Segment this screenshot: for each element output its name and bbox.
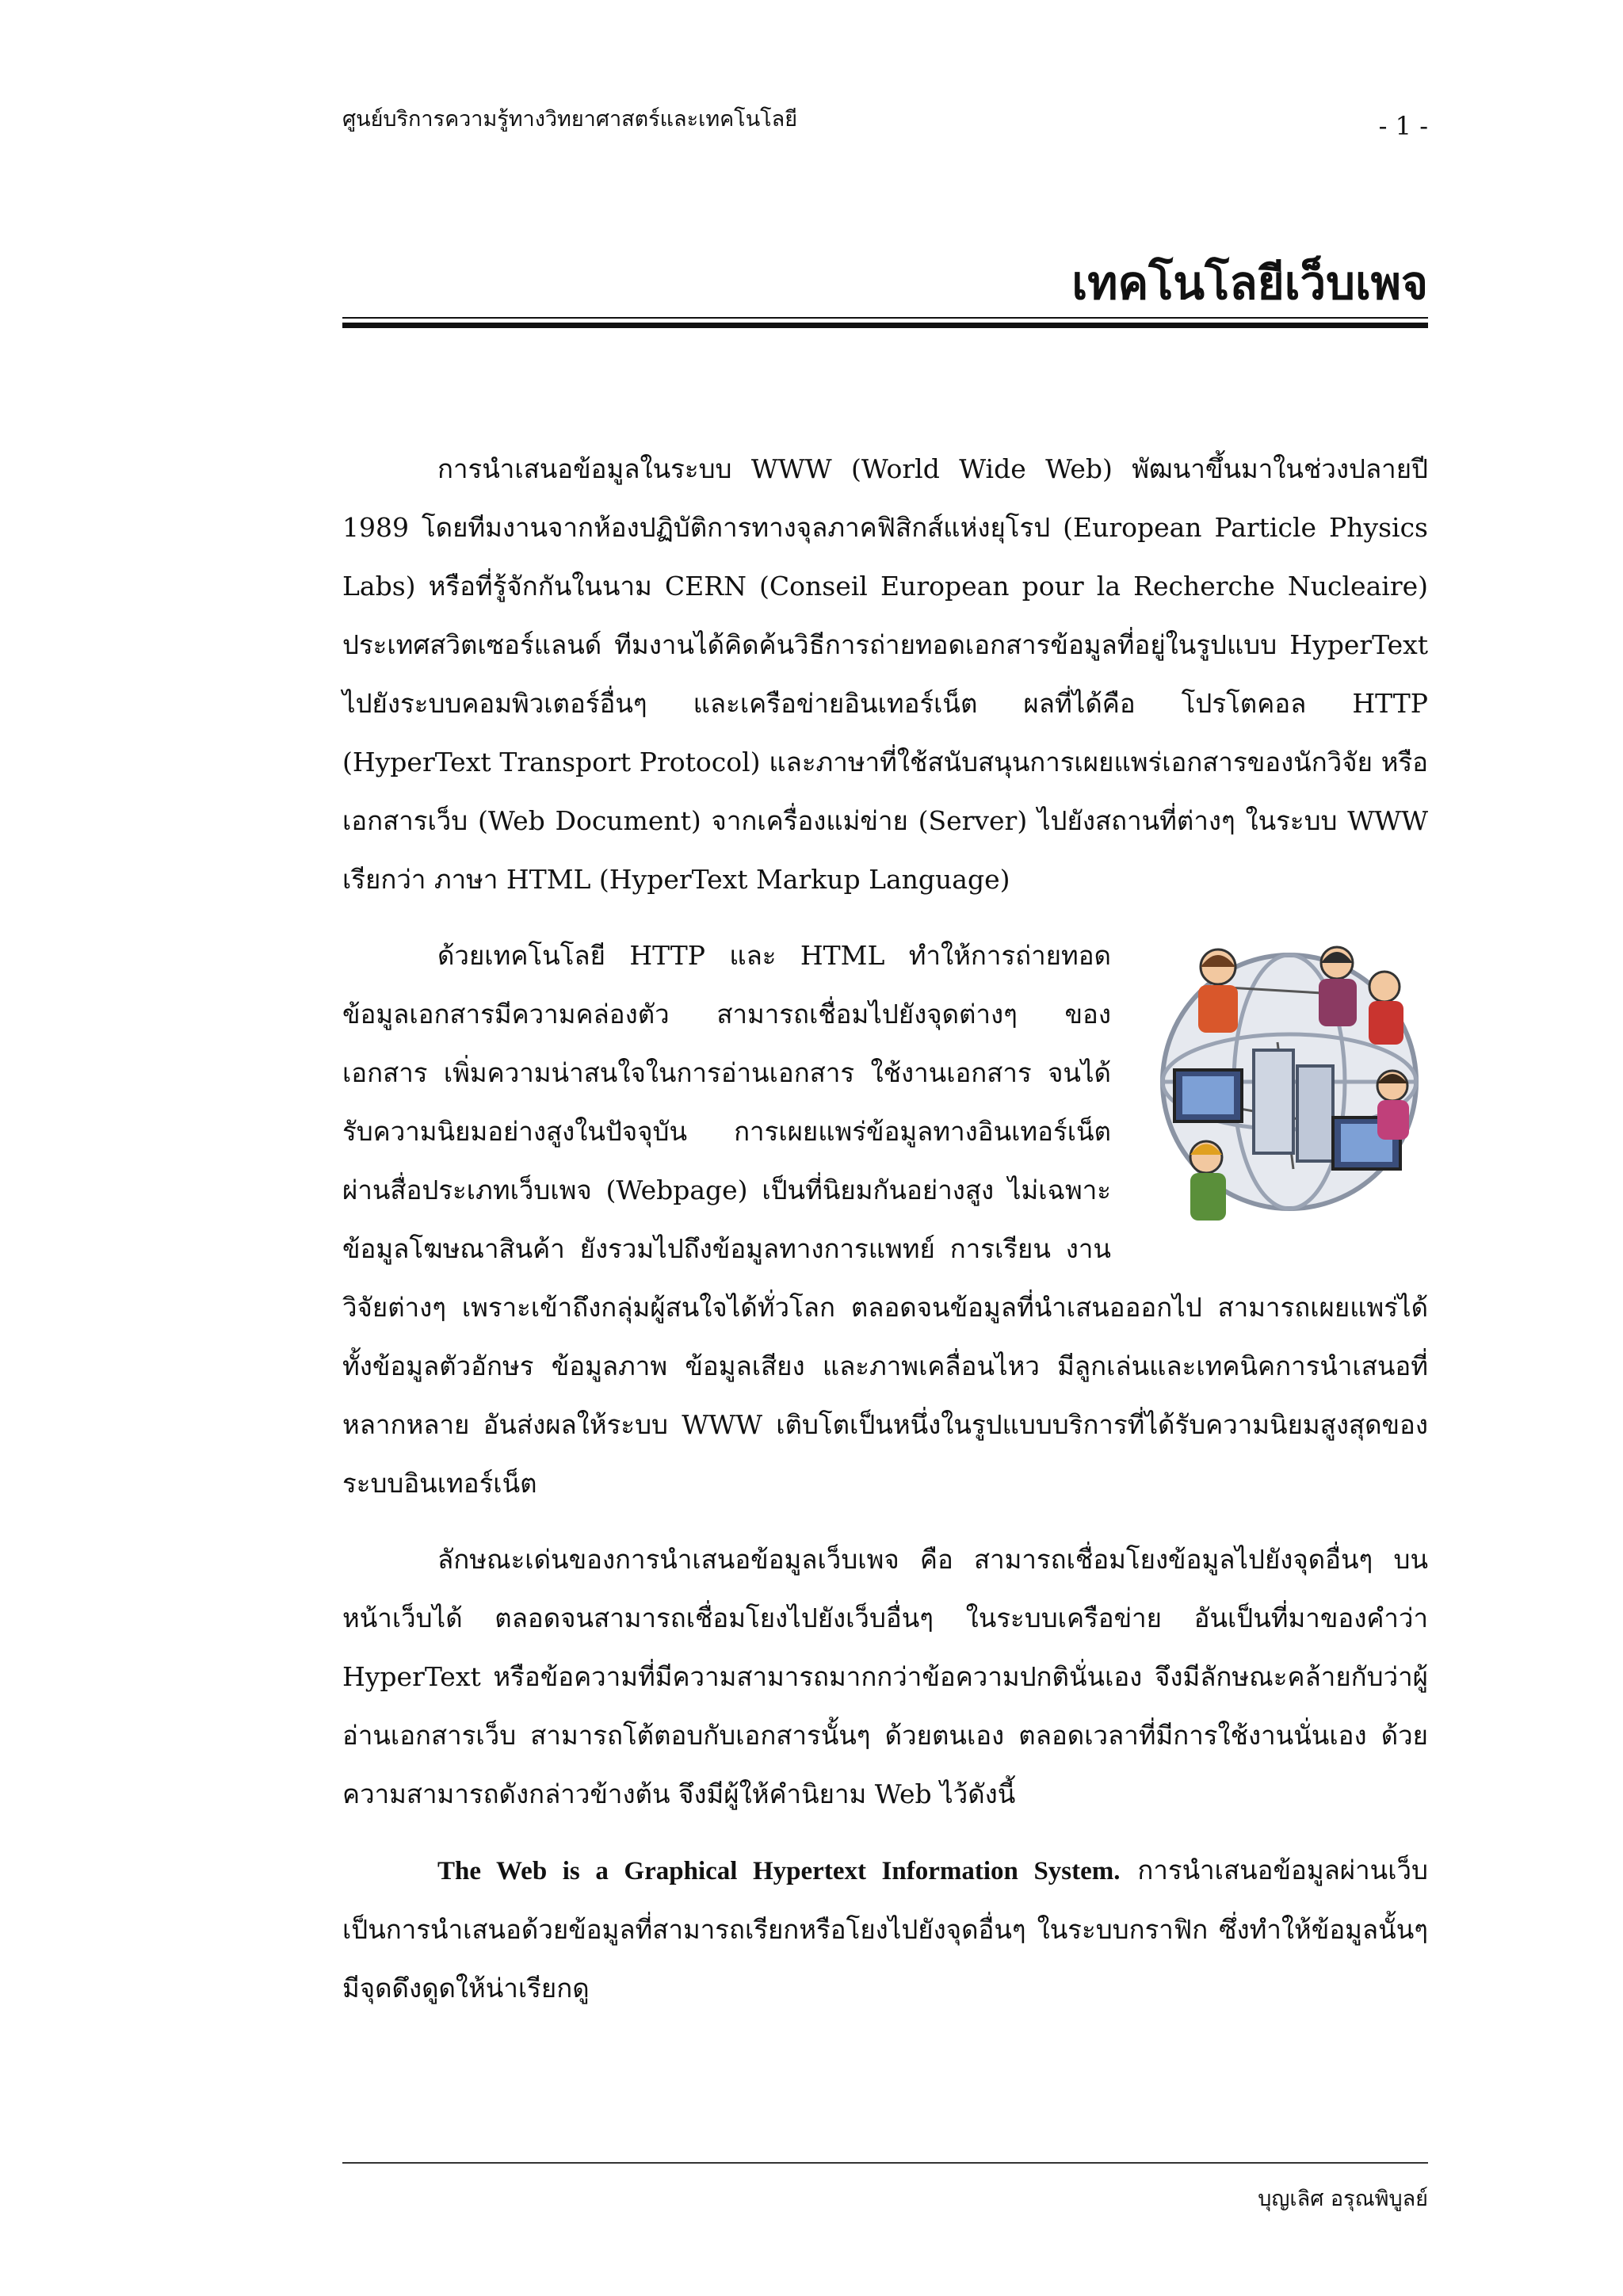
definition-lead: The Web is a Graphical Hypertext Information System. <box>437 1857 1121 1885</box>
title-rule-thin <box>342 317 1428 319</box>
definition-text: การนำเสนอข้อมูลผ่านเว็บ เป็นการนำเสนอด้วยข้อมูลที่สามารถเรียกหรือโยงไปยังจุดอื่นๆ ในระบบกราฟิก ซึ่งทำให้ข้อมูลนั้นๆ มีจุดดึงดูดให้น่าเรียกดู <box>342 1855 1428 2004</box>
title-rule-thick <box>342 323 1428 328</box>
document-body <box>342 440 1428 2035</box>
paragraph-hypertext: ลักษณะเด่นของการนำเสนอข้อมูลเว็บเพจ คือ สามารถเชื่อมโยงข้อมูลไปยังจุดอื่นๆ บนหน้าเว็บได้ ตลอดจนสามารถเชื่อมโยงไปยังเว็บอื่นๆ ในระบบเครือข่าย อันเป็นที่มาของคำว่า HyperText หรือข้อความที่มีความสามารถมากกว่าข้อความปกตินั่นเอง จึงมีลักษณะคล้ายกับว่าผู้อ่านเอกสารเว็บ สามารถโต้ตอบกับเอกสารนั้นๆ ด้วยตนเอง ตลอดเวลาที่มีการใช้งานนั่นเอง ด้วยความสามารถดังกล่าวข้างต้น จึงมีผู้ให้คำนิยาม Web ไว้ดังนี้ <box>342 1544 1428 1809</box>
paragraph-intro: การนำเสนอข้อมูลในระบบ WWW (World Wide Web) พัฒนาขึ้นมาในช่วงปลายปี 1989 โดยทีมงานจากห้องปฏิบัติการทางจุลภาคฟิสิกส์แห่งยุโรป (European Particle Physics Labs) หรือที่รู้จักกันในนาม CERN (Conseil European pour la Recherche Nucleaire) ประเทศสวิตเซอร์แลนด์ ทีมงานได้คิดค้นวิธีการถ่ายทอดเอกสารข้อมูลที่อยู่ในรูปแบบ HyperText ไปยังระบบคอมพิวเตอร์อื่นๆ และเครือข่ายอินเทอร์เน็ต ผลที่ได้คือ โปรโตคอล HTTP (HyperText Transport Protocol) และภาษาที่ใช้สนับสนุนการเผยแพร่เอกสารของนักวิจัย หรือเอกสารเว็บ (Web Document) จากเครื่องแม่ข่าย (Server) ไปยังสถานที่ต่างๆ ในระบบ WWW เรียกว่า ภาษา HTML (HyperText Markup Language) <box>342 453 1428 895</box>
web-network-illustration <box>1143 931 1428 1240</box>
paragraph-http-html: ด้วยเทคโนโลยี HTTP และ HTML ทำให้การถ่ายทอดข้อมูลเอกสารมีความคล่องตัว สามารถเชื่อมไปยังจุดต่างๆ ของเอกสาร เพิ่มความน่าสนใจในการอ่านเอกสาร ใช้งานเอกสาร จนได้รับความนิยมอย่างสูงในปัจจุบัน การเผยแพร่ข้อมูลทางอินเทอร์เน็ตผ่านสื่อประเภทเว็บเพจ (Webpage) เป็นที่นิยมกันอย่างสูง ไม่เฉพาะข้อมูลโฆษณาสินค้า ยังรวมไปถึงข้อมูลทางการแพทย์ การเรียน งานวิจัยต่างๆ เพราะเข้าถึงกลุ่มผู้สนใจได้ทั่วโลก ตลอดจนข้อมูลที่นำเสนอออกไป สามารถเผยแพร่ได้ทั้งข้อมูลตัวอักษร ข้อมูลภาพ ข้อมูลเสียง และภาพเคลื่อนไหว มีลูกเล่นและเทคนิคการนำเสนอที่หลากหลาย อันส่งผลให้ระบบ WWW เติบโตเป็นหนึ่งในรูปแบบบริการที่ได้รับความนิยมสูงสุดของระบบอินเทอร์เน็ต <box>342 940 1428 1499</box>
document-title: เทคโนโลยีเว็บเพจ <box>1071 256 1428 310</box>
footer-rule <box>342 2162 1428 2164</box>
running-header: ศูนย์บริการความรู้ทางวิทยาศาสตร์และเทคโนโลยี <box>342 107 798 132</box>
footer-author: บุญเลิศ อรุณพิบูลย์ <box>1258 2187 1428 2211</box>
people-computers-globe-icon <box>1143 931 1428 1240</box>
page-number: - 1 - <box>1378 111 1428 141</box>
paragraph-definition <box>342 1841 1428 2018</box>
